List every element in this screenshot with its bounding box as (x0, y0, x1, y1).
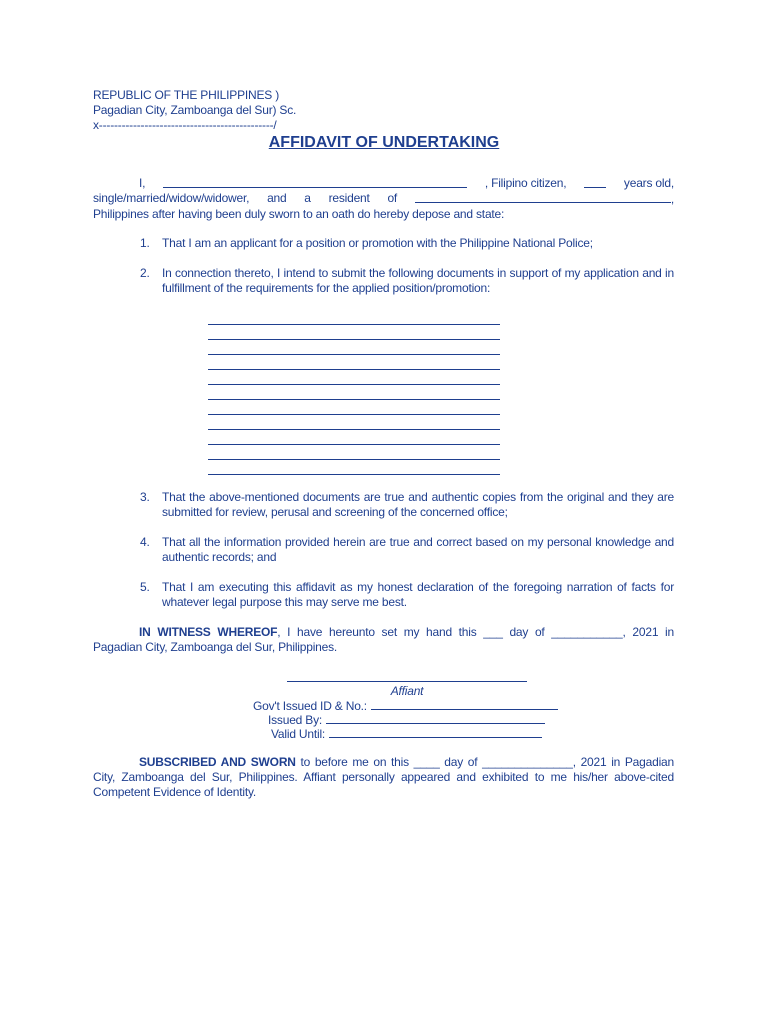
venue-block (93, 88, 674, 133)
issued-label: Issued By: (268, 713, 323, 727)
residence-blank (415, 191, 671, 203)
item-3-text: That the above-mentioned documents are true and authentic copies from the original and they are submitted for review, perusal and screening of the concerned office; (162, 490, 674, 519)
item-1-number: 1. (140, 236, 150, 250)
document-blank-line[interactable] (208, 384, 500, 385)
jurat-line-3: Competent Evidence of Identity. (93, 785, 257, 799)
witness-line-2: Pagadian City, Zamboanga del Sur, Philippines. (93, 640, 338, 654)
intro-paragraph (93, 176, 674, 222)
venue-line-2: Pagadian City, Zamboanga del Sur) Sc. (93, 103, 297, 117)
intro-of: of (387, 191, 398, 205)
valid-row (271, 726, 542, 742)
intro-years-old: years old, (623, 176, 674, 190)
jurat-line-2: City, Zamboanga del Sur, Philippines. Affiant personally appeared and exhibited to me his/her above-cited (93, 770, 674, 784)
document-blank-line[interactable] (208, 369, 500, 370)
valid-label: Valid Until: (271, 727, 326, 741)
age-blank (584, 176, 606, 188)
issued-blank[interactable] (326, 712, 545, 724)
jurat-text-1: to before me on this ____ day of ______________, 2021 in Pagadian (295, 755, 674, 769)
witness-paragraph (93, 625, 674, 655)
jurat-line-1 (93, 755, 674, 770)
item-4-number: 4. (140, 535, 150, 549)
jurat-paragraph (93, 755, 674, 800)
document-blank-line[interactable] (208, 459, 500, 460)
affiant-signature-line[interactable] (287, 681, 527, 682)
intro-comma: , (670, 192, 674, 206)
intro-line-3: Philippines after having been duly sworn to an oath do hereby depose and state: (93, 207, 505, 221)
witness-line-1 (93, 625, 674, 640)
intro-line-2 (93, 191, 674, 207)
witness-text-1: , I have hereunto set my hand this ___ day of ___________, 2021 in (277, 625, 674, 639)
intro-a: a (304, 191, 311, 205)
item-5-number: 5. (140, 580, 150, 594)
item-2-text: In connection thereto, I intend to submit the following documents in support of my application and in fulfillment of the requirements for the applied position/promotion: (162, 266, 674, 295)
name-blank (163, 176, 467, 188)
document-title: AFFIDAVIT OF UNDERTAKING (268, 134, 500, 151)
document-blank-line[interactable] (208, 354, 500, 355)
witness-heading: IN WITNESS WHEREOF (139, 625, 278, 639)
document-blank-line[interactable] (208, 444, 500, 445)
item-1-text: That I am an applicant for a position or promotion with the Philippine National Police; (162, 236, 593, 250)
id-label: Gov't Issued ID & No.: (253, 699, 367, 713)
venue-line-1: REPUBLIC OF THE PHILIPPINES ) (93, 88, 280, 102)
jurat-heading: SUBSCRIBED AND SWORN (139, 755, 296, 769)
intro-status: single/married/widow/widower, (93, 191, 250, 205)
intro-and: and (267, 191, 287, 205)
intro-resident: resident (328, 191, 370, 205)
document-blank-line[interactable] (208, 414, 500, 415)
item-3-number: 3. (140, 490, 150, 504)
valid-blank[interactable] (329, 726, 542, 738)
document-blank-line[interactable] (208, 474, 500, 475)
item-5-text: That I am executing this affidavit as my honest declaration of the foregoing narration of facts for whatever legal purpose this may serve me best. (162, 580, 674, 609)
document-blank-line[interactable] (208, 324, 500, 325)
venue-line-3: x----------------------------------------------/ (93, 118, 277, 132)
intro-line-1 (93, 176, 674, 191)
document-blank-line[interactable] (208, 399, 500, 400)
intro-citizen: , Filipino citizen, (484, 176, 567, 190)
item-4-text: That all the information provided herein are true and correct based on my personal knowledge and authentic records; and (162, 535, 674, 564)
item-2-number: 2. (140, 266, 150, 280)
document-blank-line[interactable] (208, 429, 500, 430)
document-blank-line[interactable] (208, 339, 500, 340)
intro-i: I, (139, 176, 146, 190)
affiant-label: Affiant (390, 684, 424, 698)
id-blank[interactable] (371, 698, 558, 710)
